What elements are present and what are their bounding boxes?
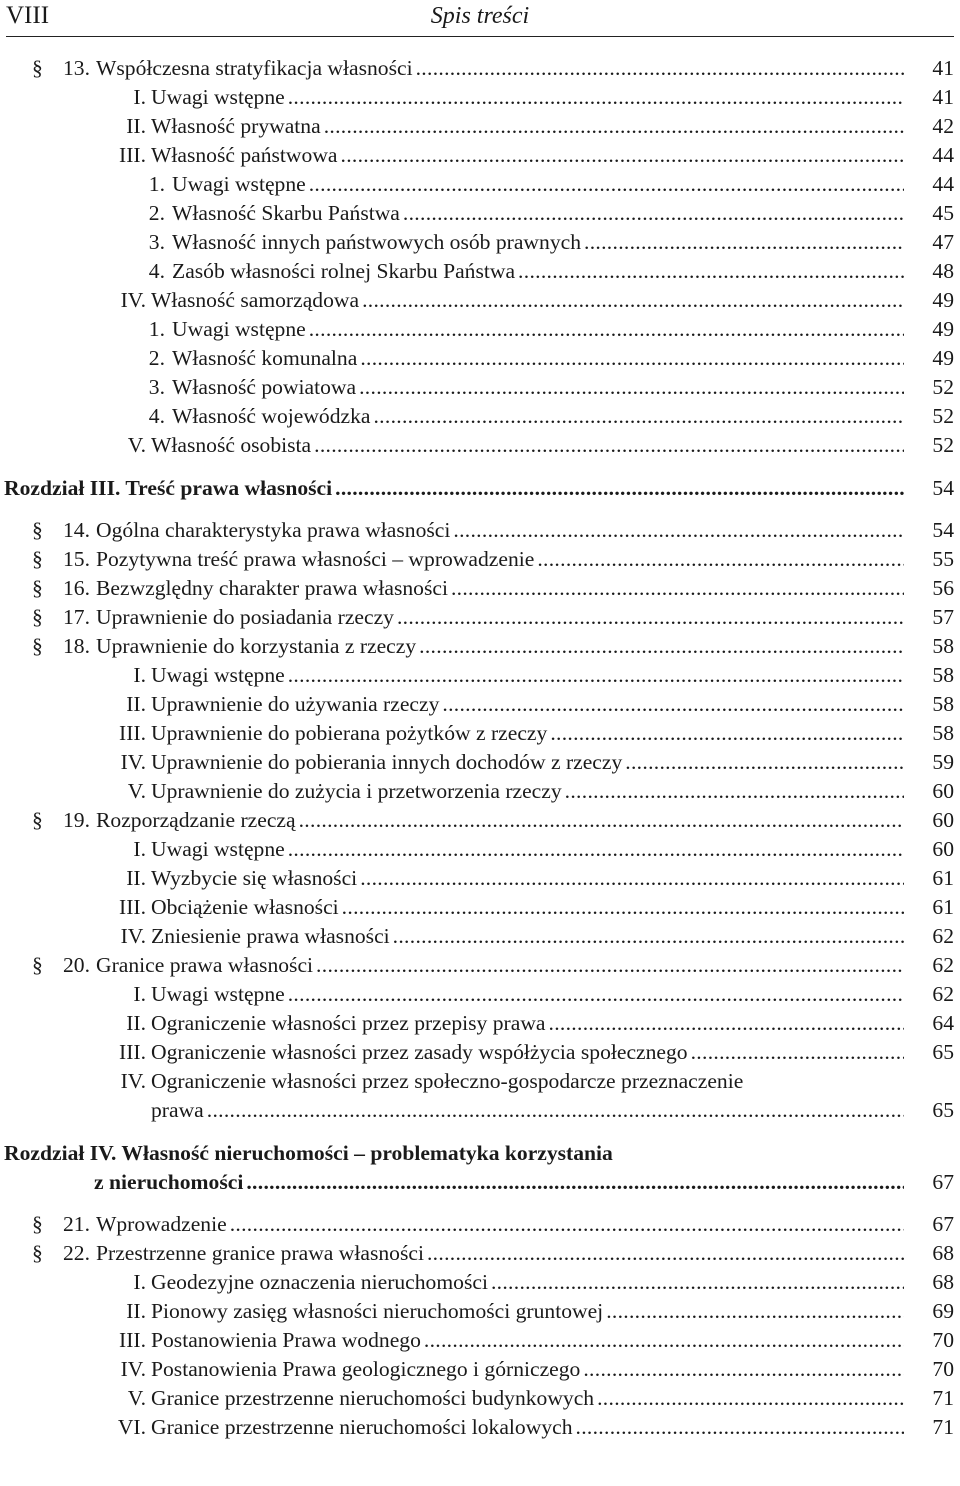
toc-page-number: 41 (932, 56, 954, 80)
toc-entry[interactable] (0, 1297, 960, 1326)
dot-leader (565, 777, 904, 806)
toc-entry-number: 20. (63, 953, 90, 977)
toc-page-number: 52 (932, 404, 954, 428)
dot-leader (583, 1355, 904, 1384)
toc-entry[interactable] (0, 1210, 960, 1239)
toc-entry-line (151, 661, 904, 690)
toc-entry-number: 3. (148, 230, 165, 254)
toc-page-number: 58 (932, 692, 954, 716)
toc-entry-line (172, 257, 904, 286)
toc-entry[interactable] (0, 1326, 960, 1355)
toc-entry-label: Pozytywna treść prawa własności – wprowadzenie (96, 547, 535, 571)
dot-leader (606, 1297, 904, 1326)
toc-entry-line (96, 632, 904, 661)
toc-entry-label: Uwagi wstępne (172, 172, 306, 196)
toc-entry[interactable] (0, 112, 960, 141)
toc-entry-label: Uwagi wstępne (151, 837, 285, 861)
dot-leader (360, 344, 904, 373)
toc-entry-line (96, 1239, 904, 1268)
dot-leader (324, 112, 904, 141)
dot-leader (288, 661, 904, 690)
dot-leader (314, 431, 904, 460)
table-of-contents (0, 54, 960, 1442)
toc-page-number: 70 (932, 1328, 954, 1352)
toc-entry-line (96, 1210, 904, 1239)
toc-page-number: 41 (932, 85, 954, 109)
toc-entry[interactable] (0, 1355, 960, 1384)
dot-leader (518, 257, 904, 286)
toc-entry-label-cont: prawa (151, 1098, 204, 1122)
toc-entry[interactable] (0, 864, 960, 893)
dot-leader (442, 690, 904, 719)
toc-entry-line (96, 951, 904, 980)
toc-page-number: 58 (932, 721, 954, 745)
toc-entry[interactable] (0, 574, 960, 603)
toc-page-number: 62 (932, 953, 954, 977)
dot-leader (549, 1009, 905, 1038)
toc-entry-number: 4. (148, 259, 165, 283)
toc-entry-number: 19. (63, 808, 90, 832)
toc-entry-number: II. (126, 866, 146, 890)
toc-entry-number: IV. (120, 750, 146, 774)
toc-page-number: 64 (932, 1011, 954, 1035)
toc-page-number: 45 (932, 201, 954, 225)
page-number: VIII (6, 2, 50, 29)
header-rule (6, 36, 954, 37)
toc-entry-label: Pionowy zasięg własności nieruchomości gruntowej (151, 1299, 604, 1323)
toc-entry-number: 21. (63, 1212, 90, 1236)
dot-leader (342, 893, 904, 922)
toc-entry-line (151, 1268, 904, 1297)
toc-page-number: 47 (932, 230, 954, 254)
toc-entry-line (151, 690, 904, 719)
toc-entry[interactable] (0, 1413, 960, 1442)
dot-leader (537, 545, 904, 574)
chapter-title: Rozdział IV. Własność nieruchomości – problematyka korzystania (4, 1141, 613, 1165)
dot-leader (453, 516, 904, 545)
toc-entry-label: Postanowienia Prawa geologicznego i górniczego (151, 1357, 581, 1381)
toc-entry-label: Współczesna stratyfikacja własności (96, 56, 413, 80)
toc-entry-line (151, 719, 904, 748)
toc-entry-number: 2. (148, 346, 165, 370)
dot-leader (309, 170, 904, 199)
dot-leader (230, 1210, 904, 1239)
toc-chapter-heading[interactable] (0, 474, 960, 503)
section-symbol: § (32, 808, 43, 832)
toc-page-number: 49 (932, 317, 954, 341)
toc-entry-label: Własność prywatna (151, 114, 321, 138)
toc-chapter-heading[interactable] (0, 1139, 960, 1168)
toc-entry-line (151, 1384, 904, 1413)
toc-entry-number: 17. (63, 605, 90, 629)
section-symbol: § (32, 518, 43, 542)
toc-entry-number: III. (119, 721, 146, 745)
toc-entry-line (151, 112, 904, 141)
running-title: Spis treści (430, 3, 530, 29)
toc-entry-label: Zniesienie prawa własności (151, 924, 390, 948)
dot-leader (597, 1384, 904, 1413)
toc-entry-line (172, 315, 904, 344)
toc-entry-number: II. (126, 692, 146, 716)
dot-leader (335, 474, 904, 503)
toc-entry-number: III. (119, 1040, 146, 1064)
toc-entry-label: Geodezyjne oznaczenia nieruchomości (151, 1270, 488, 1294)
toc-entry-number: 14. (63, 518, 90, 542)
toc-entry[interactable] (0, 951, 960, 980)
toc-entry[interactable] (0, 54, 960, 83)
toc-page-number: 52 (932, 375, 954, 399)
toc-entry-line (151, 1096, 904, 1125)
toc-entry[interactable] (0, 922, 960, 951)
toc-page-number: 65 (932, 1040, 954, 1064)
toc-entry-line (151, 748, 904, 777)
toc-entry-label: Wprowadzenie (96, 1212, 227, 1236)
toc-entry-line (151, 835, 904, 864)
toc-page-number: 61 (932, 866, 954, 890)
toc-entry[interactable] (0, 286, 960, 315)
toc-entry-line (96, 54, 904, 83)
toc-entry-label-cont: z nieruchomości (94, 1170, 244, 1194)
toc-page-number: 59 (932, 750, 954, 774)
toc-entry[interactable] (0, 402, 960, 431)
toc-page-number: 44 (932, 172, 954, 196)
toc-entry-number: 15. (63, 547, 90, 571)
toc-entry-number: I. (133, 837, 146, 861)
toc-entry[interactable] (0, 1009, 960, 1038)
toc-entry-label: Rozporządzanie rzeczą (96, 808, 296, 832)
toc-entry-line (151, 980, 904, 1009)
toc-entry[interactable] (0, 228, 960, 257)
toc-entry[interactable] (0, 806, 960, 835)
toc-entry-line (151, 141, 904, 170)
toc-entry-number: V. (127, 1386, 146, 1410)
toc-entry-label: Uprawnienie do korzystania z rzeczy (96, 634, 417, 658)
toc-entry-label: Wyzbycie się własności (151, 866, 358, 890)
dot-leader (550, 719, 904, 748)
toc-entry-label: Przestrzenne granice prawa własności (96, 1241, 424, 1265)
dot-leader (491, 1268, 904, 1297)
toc-page-number: 65 (932, 1098, 954, 1122)
toc-entry-label: Uwagi wstępne (172, 317, 306, 341)
dot-leader (316, 951, 904, 980)
toc-page-number: 71 (932, 1386, 954, 1410)
toc-entry-line (151, 1355, 904, 1384)
toc-entry-line (96, 516, 904, 545)
dot-leader (309, 315, 904, 344)
toc-entry[interactable] (0, 748, 960, 777)
toc-entry-label: Ogólna charakterystyka prawa własności (96, 518, 451, 542)
toc-entry-line (151, 1326, 904, 1355)
section-symbol: § (32, 605, 43, 629)
toc-entry-label: Bezwzględny charakter prawa własności (96, 576, 448, 600)
toc-page-number: 60 (932, 779, 954, 803)
toc-entry-label: Ograniczenie własności przez przepisy prawa (151, 1011, 546, 1035)
toc-entry-line (151, 83, 904, 112)
toc-entry-line (96, 545, 904, 574)
toc-entry-number: III. (119, 143, 146, 167)
toc-page-number: 60 (932, 808, 954, 832)
toc-page-number: 58 (932, 634, 954, 658)
toc-entry-label: Uprawnienie do używania rzeczy (151, 692, 440, 716)
toc-entry-label: Własność komunalna (172, 346, 358, 370)
toc-entry[interactable] (0, 1038, 960, 1067)
toc-entry-number: III. (119, 1328, 146, 1352)
toc-entry-number: VI. (117, 1415, 146, 1439)
toc-entry-label: Uprawnienie do zużycia i przetworzenia rzeczy (151, 779, 562, 803)
section-symbol: § (32, 547, 43, 571)
dot-leader (451, 574, 904, 603)
toc-page-number: 49 (932, 288, 954, 312)
toc-entry[interactable] (0, 719, 960, 748)
toc-entry-cont[interactable] (0, 1096, 960, 1125)
toc-entry-number: 13. (63, 56, 90, 80)
toc-entry-label: Własność samorządowa (151, 288, 360, 312)
toc-entry-label: Obciążenie własności (151, 895, 339, 919)
toc-entry[interactable] (0, 1239, 960, 1268)
dot-leader (288, 83, 904, 112)
toc-page-number: 48 (932, 259, 954, 283)
toc-entry[interactable] (0, 1067, 960, 1096)
toc-entry[interactable] (0, 199, 960, 228)
toc-page-number: 54 (932, 476, 954, 500)
toc-entry[interactable] (0, 690, 960, 719)
toc-entry-line (151, 1413, 904, 1442)
toc-entry-number: III. (119, 895, 146, 919)
toc-entry[interactable] (0, 141, 960, 170)
toc-entry-line (96, 574, 904, 603)
toc-entry-line (96, 806, 904, 835)
toc-entry-number: I. (133, 663, 146, 687)
toc-entry-number: I. (133, 1270, 146, 1294)
toc-entry[interactable] (0, 545, 960, 574)
toc-entry[interactable] (0, 1384, 960, 1413)
toc-entry-line (151, 922, 904, 951)
dot-leader (207, 1096, 904, 1125)
toc-entry-label: Granice przestrzenne nieruchomości budynkowych (151, 1386, 595, 1410)
toc-entry-number: II. (126, 1299, 146, 1323)
toc-entry-number: 16. (63, 576, 90, 600)
toc-entry-number: 2. (148, 201, 165, 225)
toc-entry-label: Ograniczenie własności przez społeczno-gospodarcze przeznaczenie (151, 1069, 744, 1093)
toc-page-number: 55 (932, 547, 954, 571)
dot-leader (625, 748, 904, 777)
dot-leader (419, 632, 904, 661)
toc-entry-label: Uwagi wstępne (151, 663, 285, 687)
toc-page-number: 68 (932, 1241, 954, 1265)
toc-entry-line (151, 1038, 904, 1067)
dot-leader (576, 1413, 905, 1442)
toc-entry-line (151, 893, 904, 922)
section-symbol: § (32, 1212, 43, 1236)
toc-entry-number: V. (127, 433, 146, 457)
toc-entry-number: IV. (120, 1357, 146, 1381)
toc-entry[interactable] (0, 431, 960, 460)
toc-entry-number: IV. (120, 288, 146, 312)
toc-entry-line (4, 474, 904, 503)
toc-entry[interactable] (0, 835, 960, 864)
toc-entry-line (172, 228, 904, 257)
toc-entry-line (151, 431, 904, 460)
toc-entry-number: 22. (63, 1241, 90, 1265)
toc-entry-line (151, 1297, 904, 1326)
toc-entry-label: Własność osobista (151, 433, 312, 457)
toc-entry-label: Własność powiatowa (172, 375, 357, 399)
dot-leader (359, 373, 904, 402)
dot-leader (393, 922, 904, 951)
toc-entry[interactable] (0, 980, 960, 1009)
toc-entry[interactable] (0, 257, 960, 286)
section-symbol: § (32, 634, 43, 658)
dot-leader (584, 228, 904, 257)
toc-entry-line (172, 170, 904, 199)
toc-entry-label: Granice prawa własności (96, 953, 314, 977)
dot-leader (397, 603, 904, 632)
toc-entry[interactable] (0, 516, 960, 545)
dot-leader (373, 402, 904, 431)
section-symbol: § (32, 56, 43, 80)
toc-page-number: 56 (932, 576, 954, 600)
toc-entry-label: Uprawnienie do posiadania rzeczy (96, 605, 394, 629)
toc-entry-label: Uprawnienie do pobierania innych dochodów z rzeczy (151, 750, 623, 774)
toc-entry-label: Własność wojewódzka (172, 404, 371, 428)
section-symbol: § (32, 1241, 43, 1265)
toc-page-number: 44 (932, 143, 954, 167)
toc-entry-line (172, 402, 904, 431)
dot-leader (416, 54, 904, 83)
toc-entry-label: Własność państwowa (151, 143, 338, 167)
toc-entry-label: Postanowienia Prawa wodnego (151, 1328, 421, 1352)
toc-entry[interactable] (0, 1268, 960, 1297)
toc-entry-number: II. (126, 114, 146, 138)
toc-entry-label: Własność innych państwowych osób prawnych (172, 230, 581, 254)
toc-page-number: 67 (932, 1170, 954, 1194)
toc-entry-label: Uprawnienie do pobierana pożytków z rzeczy (151, 721, 548, 745)
toc-entry-number: 18. (63, 634, 90, 658)
toc-entry-number: 1. (148, 172, 165, 196)
toc-entry-line (151, 286, 904, 315)
toc-page-number: 71 (932, 1415, 954, 1439)
toc-entry-number: IV. (120, 1069, 146, 1093)
toc-entry-line (172, 344, 904, 373)
toc-page-number: 69 (932, 1299, 954, 1323)
toc-entry-label: Granice przestrzenne nieruchomości lokalowych (151, 1415, 573, 1439)
dot-leader (362, 286, 904, 315)
toc-entry[interactable] (0, 632, 960, 661)
toc-entry-line (94, 1168, 904, 1197)
toc-entry[interactable] (0, 344, 960, 373)
toc-entry-number: V. (127, 779, 146, 803)
toc-entry[interactable] (0, 170, 960, 199)
toc-page-number: 62 (932, 924, 954, 948)
toc-entry[interactable] (0, 603, 960, 632)
toc-entry-line (96, 603, 904, 632)
toc-entry-number: IV. (120, 924, 146, 948)
toc-page-number: 62 (932, 982, 954, 1006)
dot-leader (288, 980, 904, 1009)
toc-entry-label: Uwagi wstępne (151, 85, 285, 109)
dot-leader (299, 806, 904, 835)
toc-entry-label: Uwagi wstępne (151, 982, 285, 1006)
toc-entry-number: II. (126, 1011, 146, 1035)
toc-entry-label: Zasób własności rolnej Skarbu Państwa (172, 259, 516, 283)
toc-entry-line (172, 373, 904, 402)
toc-entry-number: I. (133, 85, 146, 109)
dot-leader (341, 141, 905, 170)
toc-entry[interactable] (0, 315, 960, 344)
toc-entry-line (172, 199, 904, 228)
dot-leader (288, 835, 904, 864)
toc-entry-label: Rozdział III. Treść prawa własności (4, 476, 333, 500)
page-header (0, 0, 960, 36)
toc-page-number: 61 (932, 895, 954, 919)
toc-entry[interactable] (0, 661, 960, 690)
dot-leader (246, 1168, 904, 1197)
toc-entry-label: Ograniczenie własności przez zasady współżycia społecznego (151, 1040, 688, 1064)
toc-entry-number: 4. (148, 404, 165, 428)
toc-entry[interactable] (0, 777, 960, 806)
dot-leader (403, 199, 904, 228)
dot-leader (691, 1038, 904, 1067)
toc-entry-label: Własność Skarbu Państwa (172, 201, 400, 225)
toc-entry[interactable] (0, 893, 960, 922)
toc-entry-line (151, 777, 904, 806)
toc-page-number: 57 (932, 605, 954, 629)
toc-page-number: 70 (932, 1357, 954, 1381)
toc-entry[interactable] (0, 373, 960, 402)
dot-leader (360, 864, 904, 893)
toc-entry-number: 1. (148, 317, 165, 341)
section-symbol: § (32, 953, 43, 977)
toc-entry-line (151, 1009, 904, 1038)
toc-page-number: 54 (932, 518, 954, 542)
dot-leader (424, 1326, 904, 1355)
toc-entry-number: I. (133, 982, 146, 1006)
toc-page-number: 52 (932, 433, 954, 457)
toc-page-number: 58 (932, 663, 954, 687)
toc-page-number: 42 (932, 114, 954, 138)
toc-entry-line (151, 864, 904, 893)
toc-chapter-heading-cont[interactable] (0, 1168, 960, 1197)
toc-entry[interactable] (0, 83, 960, 112)
toc-page-number: 49 (932, 346, 954, 370)
toc-entry-number: 3. (148, 375, 165, 399)
toc-page-number: 67 (932, 1212, 954, 1236)
toc-page-number: 60 (932, 837, 954, 861)
dot-leader (427, 1239, 904, 1268)
toc-page-number: 68 (932, 1270, 954, 1294)
section-symbol: § (32, 576, 43, 600)
